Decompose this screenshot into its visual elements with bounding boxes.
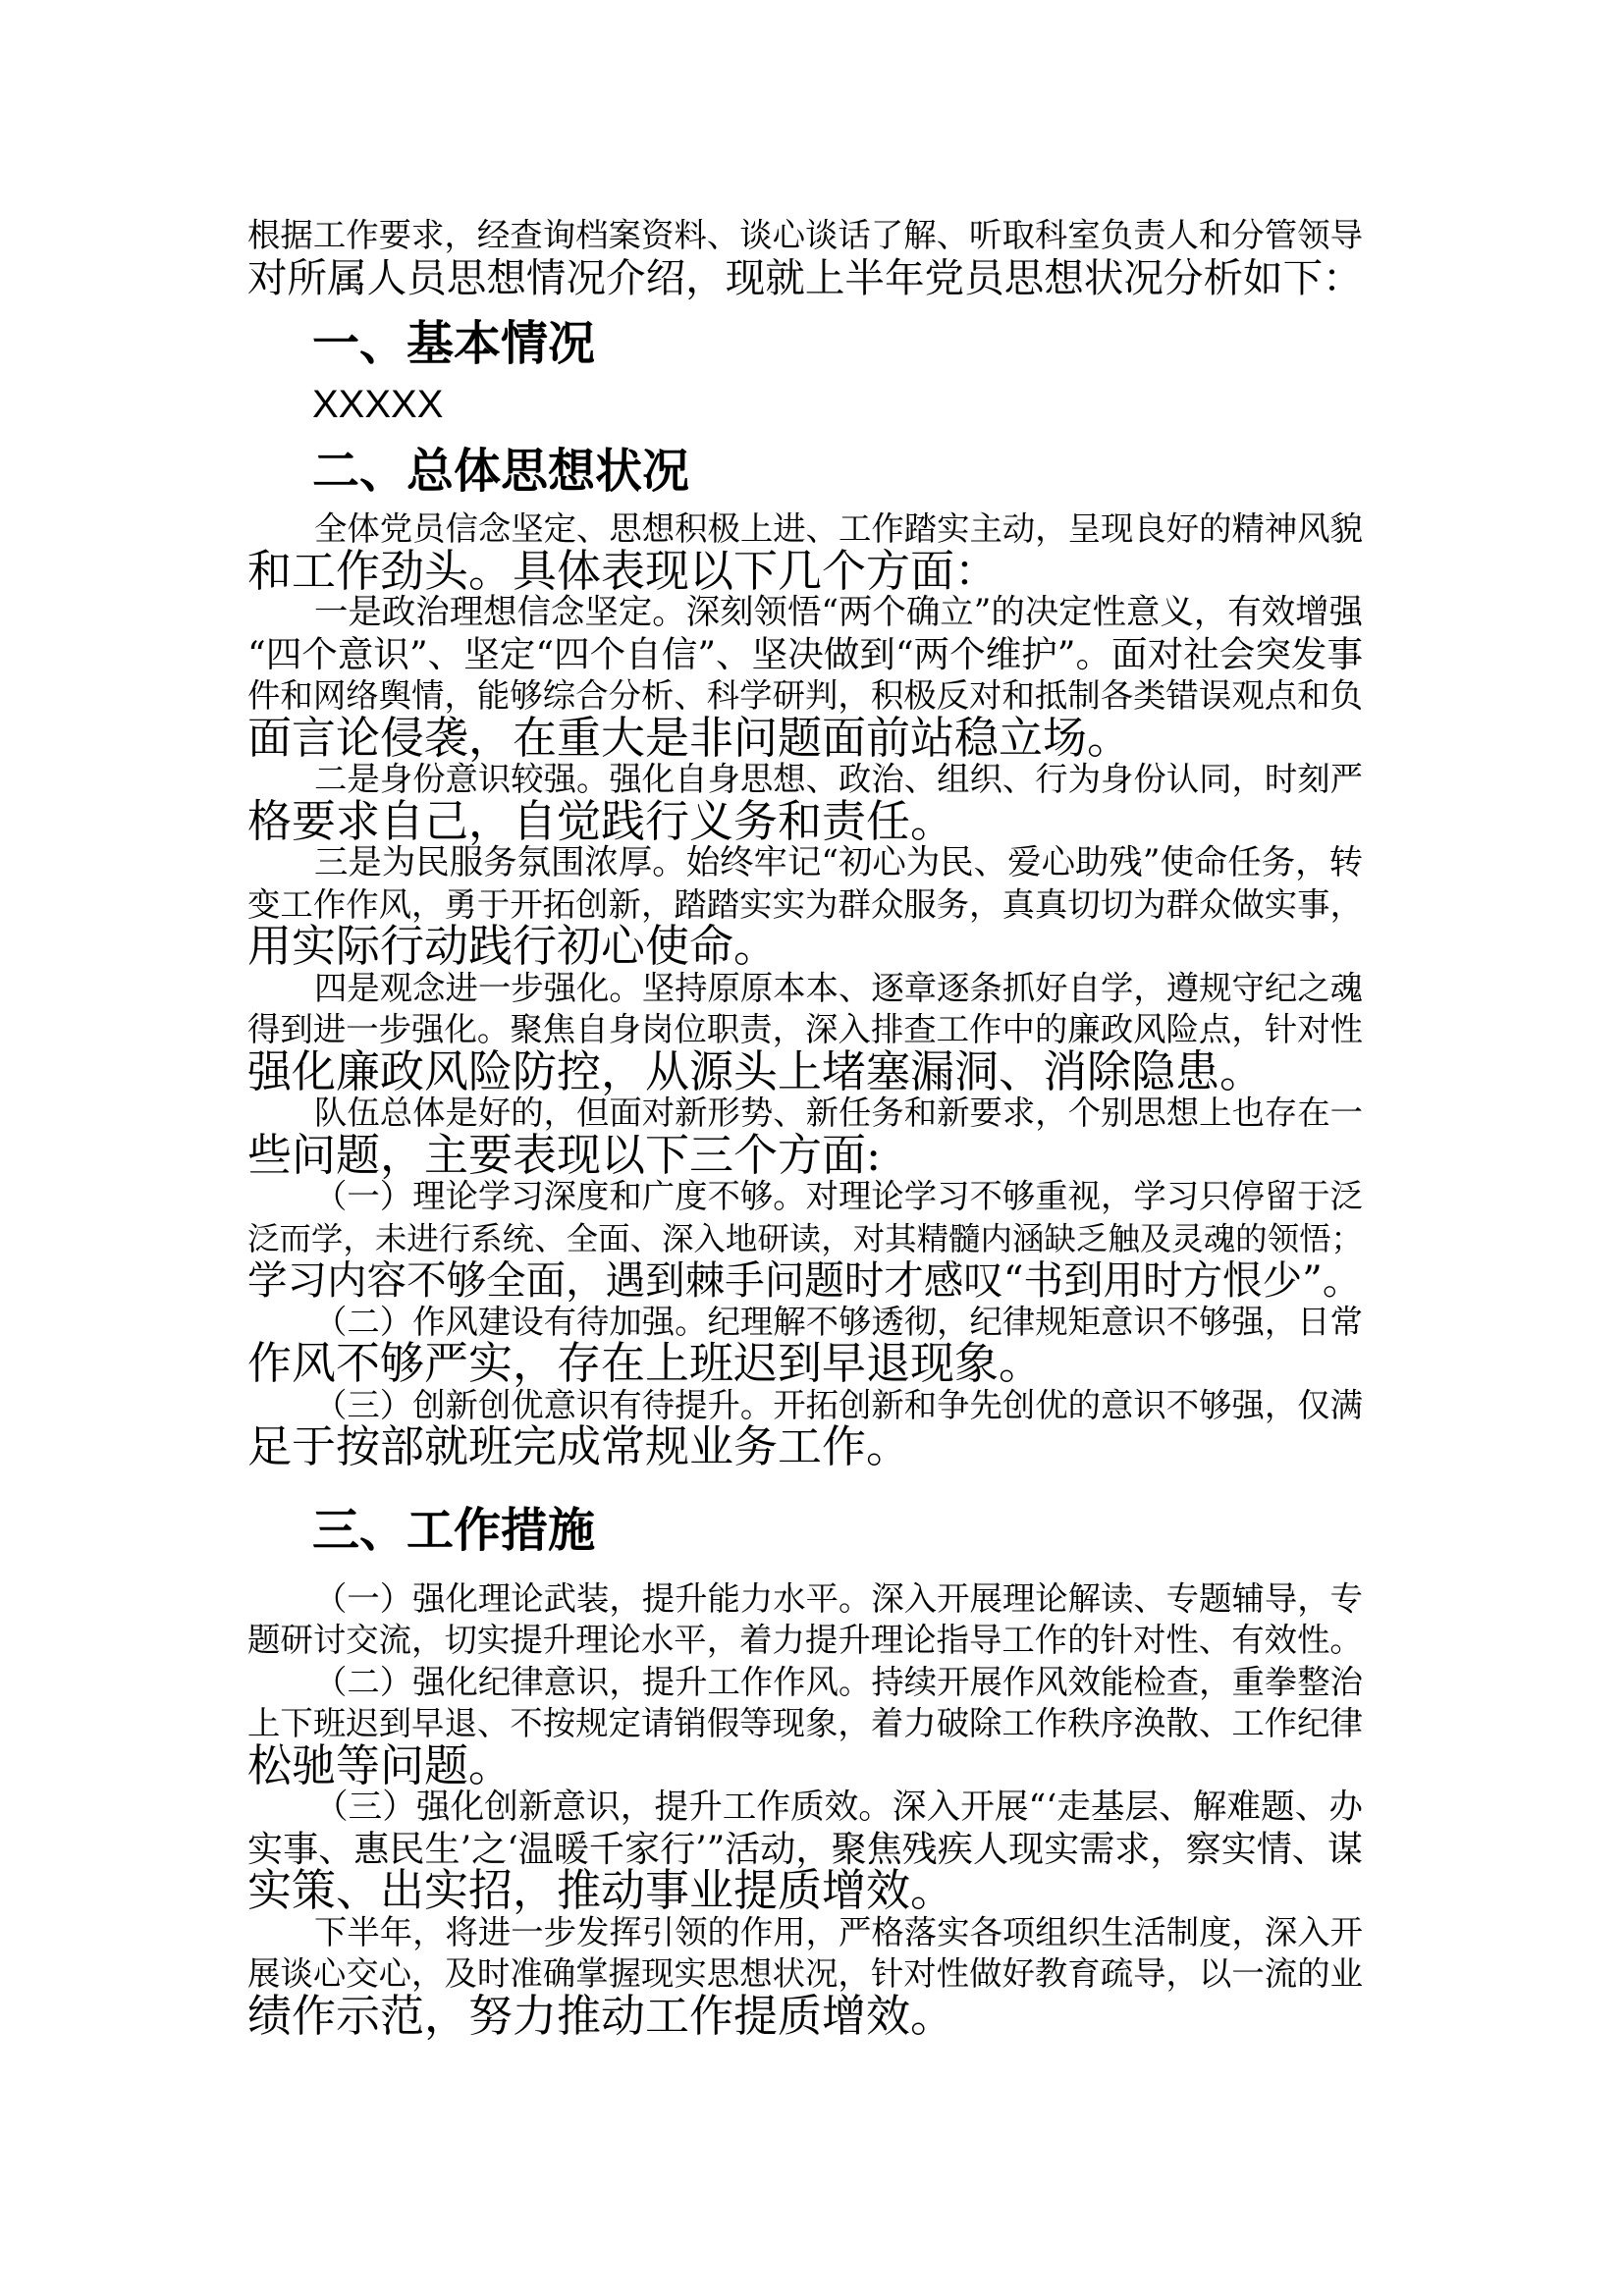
section-overall-body: [247, 508, 1363, 1472]
text-line: “四个意识”、坚定“四个自信”、坚决做到“两个维护”。面对社会突发事: [247, 632, 1363, 675]
text-line: （一）强化理论武装，提升能力水平。深入开展理论解读、专题辅导，专: [314, 1578, 1363, 1618]
text-line: 二是身份意识较强。强化自身思想、政治、组织、行为身份认同，时刻严: [314, 760, 1363, 798]
paragraph: [247, 968, 1363, 1097]
text-line: （三）强化创新意识，提升工作质效。深入开展“‘走基层、解难题、办: [314, 1788, 1363, 1827]
text-line: 用实际行动践行初心使命。: [247, 920, 779, 972]
section-heading-basic: 一、基本情况: [312, 316, 596, 371]
text-line: 松驰等问题。: [247, 1738, 514, 1791]
text-line: （三）创新创优意识有待提升。开拓创新和争先创优的意识不够强，仅满: [314, 1385, 1363, 1424]
text-line: （二）作风建设有待加强。纪理解不够透彻，纪律规矩意识不够强，日常: [314, 1302, 1363, 1341]
text-line: 得到进一步强化。聚焦自身岗位职责，深入排查工作中的廉政风险点，针对性: [247, 1010, 1363, 1048]
text-line: 和工作劲头。具体表现以下几个方面：: [247, 544, 1000, 597]
text-line: 泛而学，未进行系统、全面、深入地研读，对其精髓内涵缺乏触及灵魂的领悟；: [247, 1219, 1363, 1257]
text-line: 一是政治理想信念坚定。深刻领悟“两个确立”的决定性意义，有效增强: [314, 593, 1363, 632]
paragraph: [247, 842, 1363, 972]
paragraph: [247, 1662, 1363, 1791]
text-line: 变工作作风，勇于开拓创新，踏踏实实为群众服务，真真切切为群众做实事，: [247, 884, 1363, 924]
paragraph: [247, 1302, 1363, 1389]
text-line: 上下班迟到早退、不按规定请销假等现象，着力破除工作秩序涣散、工作纪律: [247, 1704, 1363, 1742]
text-line: 对所属人员思想情况介绍，现就上半年党员思想状况分析如下：: [247, 253, 1363, 301]
paragraph: [247, 592, 1363, 764]
paragraph: [247, 1093, 1363, 1181]
paragraph: [247, 508, 1363, 597]
paragraph: [247, 1787, 1363, 1916]
paragraph: [247, 1385, 1363, 1472]
text-line: 学习内容不够全面，遇到棘手问题时才感叹“书到用时方恨少”。: [247, 1256, 1363, 1304]
text-line: 根据工作要求，经查询档案资料、谈心谈话了解、听取科室负责人和分管领导: [247, 216, 1363, 254]
text-line: 实事、惠民生’之‘温暖千家行’”活动，聚焦残疾人现实需求，察实情、谋: [247, 1828, 1363, 1870]
text-line: 强化廉政风险防控，从源头上堵塞漏洞、消除隐患。: [247, 1044, 1265, 1097]
text-line: 三是为民服务氛围浓厚。始终牢记“初心为民、爱心助残”使命任务，转: [314, 843, 1363, 882]
text-line: 些问题，主要表现以下三个方面:: [247, 1128, 882, 1181]
text-line: 件和网络舆情，能够综合分析、科学研判，积极反对和抵制各类错误观点和负: [247, 676, 1363, 715]
text-line: 绩作示范，努力推动工作提质增效。: [247, 1989, 955, 2042]
text-line: 面言论侵袭，在重大是非问题面前站稳立场。: [247, 711, 1132, 764]
text-line: （一）理论学习深度和广度不够。对理论学习不够重视，学习只停留于泛: [314, 1177, 1363, 1215]
text-line: 题研讨交流，切实提升理论水平，着力提升理论指导工作的针对性、有效性。: [247, 1621, 1363, 1659]
text-line: 四是观念进一步强化。坚持原原本本、逐章逐条抓好自学，遵规守纪之魂: [314, 968, 1363, 1007]
text-line: 作风不够严实，存在上班迟到早退现象。: [247, 1337, 1044, 1389]
section-measures-body: [247, 1578, 1363, 2042]
paragraph: [247, 1176, 1363, 1302]
section-heading-overall: 二、总体思想状况: [312, 444, 690, 499]
paragraph: [247, 1912, 1363, 2042]
text-line: 格要求自己，自觉践行义务和责任。: [247, 794, 955, 847]
text-line: 全体党员信念坚定、思想积极上进、工作踏实主动，呈现良好的精神风貌: [314, 509, 1363, 548]
intro-paragraph: [247, 215, 1363, 301]
paragraph: [247, 759, 1363, 847]
text-line: 展谈心交心，及时准确掌握现实思想状况，针对性做好教育疏导，以一流的业: [247, 1954, 1363, 1993]
text-line: （二）强化纪律意识，提升工作作风。持续开展作风效能检查，重拳整治: [314, 1662, 1363, 1701]
text-line: 队伍总体是好的，但面对新形势、新任务和新要求，个别思想上也存在一: [314, 1094, 1363, 1132]
text-line: 足于按部就班完成常规业务工作。: [247, 1420, 911, 1472]
section-body-placeholder: XXXXX: [312, 383, 444, 426]
paragraph: [247, 1578, 1363, 1662]
section-heading-measures: 三、工作措施: [312, 1502, 596, 1558]
text-line: 下半年，将进一步发挥引领的作用，严格落实各项组织生活制度，深入开: [314, 1912, 1363, 1951]
text-line: 实策、出实招，推动事业提质增效。: [247, 1864, 955, 1916]
document-page: [247, 215, 1363, 2042]
